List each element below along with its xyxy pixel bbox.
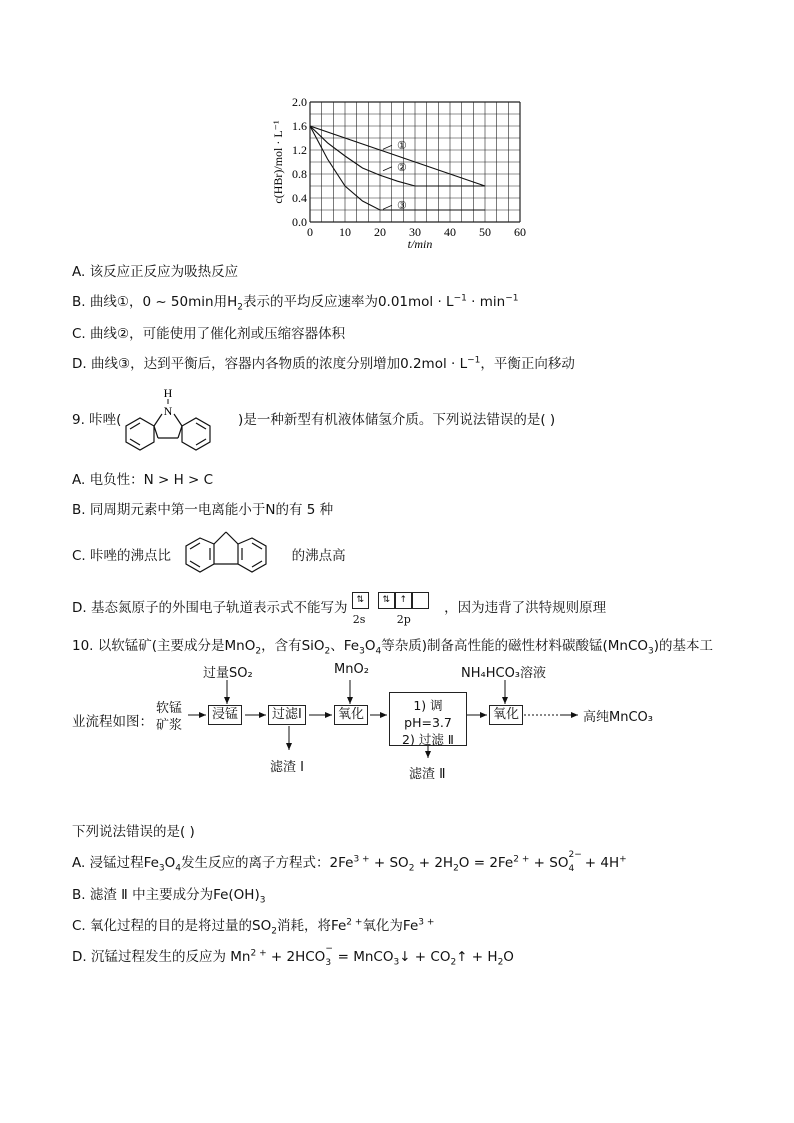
q10-c-p1: 2 + bbox=[346, 917, 363, 928]
q8-b-text2: 表示的平均反应速率为0.01mol · L bbox=[242, 294, 454, 310]
y-tick-label: 2.0 bbox=[292, 95, 307, 109]
q10-d-3: = MnCO bbox=[333, 949, 394, 965]
q10-stem-2: ，含有SiO bbox=[261, 638, 325, 654]
q10-option-c bbox=[72, 916, 434, 936]
x-tick-label: 50 bbox=[479, 225, 491, 239]
series-label-1: ① bbox=[397, 140, 407, 153]
q10-d-p1: 2 + bbox=[250, 948, 267, 959]
q10-stem-sub1: 2 bbox=[255, 646, 262, 657]
q8-b-text1: B. 曲线①，0 ~ 50min用H bbox=[72, 294, 238, 310]
q10-a-sulfate-idx: 2− 4 bbox=[568, 850, 582, 874]
orbital-diagram bbox=[352, 595, 440, 626]
q10-a-p1: 3 + bbox=[353, 854, 370, 865]
q10-a-s1: 3 bbox=[158, 863, 165, 874]
flow-step-ph-filter2 bbox=[389, 692, 467, 746]
hbr-concentration-chart bbox=[260, 92, 530, 252]
flow-feed-top: 软锰 bbox=[156, 701, 183, 716]
q10-c-1: C. 氧化过程的目的是将过量的SO bbox=[72, 918, 272, 934]
q8-d-text1: D. 曲线③，达到平衡后，容器内各物质的浓度分别增加0.2mol · L bbox=[72, 356, 468, 372]
x-tick-label: 20 bbox=[374, 225, 386, 239]
q8-option-c: C. 曲线②，可能使用了催化剂或压缩容器体积 bbox=[72, 326, 346, 342]
carbazole-structure bbox=[118, 384, 228, 452]
flow-step-oxidize1: 氧化 bbox=[334, 705, 368, 725]
q9-c-post: 的沸点高 bbox=[291, 548, 346, 564]
q9-option-b: B. 同周期元素中第一电离能小于N的有 5 种 bbox=[72, 502, 334, 518]
q10-option-b bbox=[72, 885, 265, 905]
q9-stem-pre: 9. 咔唑( bbox=[72, 412, 122, 428]
q10-d-bicarb-idx: − 3 bbox=[325, 944, 333, 968]
series-leader-3 bbox=[383, 205, 392, 209]
q10-d-5: ↑ + H bbox=[456, 949, 498, 965]
q10-a-s3: 2 bbox=[408, 863, 415, 874]
q8-option-a: A. 该反应正反应为吸热反应 bbox=[72, 264, 239, 280]
q10-a-7: + SO bbox=[529, 855, 569, 871]
q10-d-2: + 2HCO bbox=[266, 949, 326, 965]
q9-d-pre: D. 基态氮原子的外围电子轨道表示式不能写为 bbox=[72, 600, 348, 616]
series-leader-2 bbox=[383, 167, 392, 171]
q10-a-5: + 2H bbox=[414, 855, 454, 871]
flow-reagent-mno2: MnO₂ bbox=[334, 662, 369, 677]
q8-b-sup2: −1 bbox=[505, 293, 519, 304]
q10-stem-1: 10. 以软锰矿(主要成分是MnO bbox=[72, 638, 256, 654]
q10-stem-line2: 业流程如图： bbox=[72, 714, 153, 730]
q9-option-a: A. 电负性：N > H > C bbox=[72, 472, 214, 488]
q10-a-p2: 2 + bbox=[513, 854, 530, 865]
y-tick-label: 0.0 bbox=[292, 215, 307, 229]
q10-a-1: A. 浸锰过程Fe bbox=[72, 855, 159, 871]
q8-option-b bbox=[72, 292, 518, 312]
q10-stem-4: O bbox=[364, 638, 376, 654]
q10-a-s4: 2 bbox=[453, 863, 459, 874]
x-tick-label: 30 bbox=[409, 225, 421, 239]
x-tick-label: 0 bbox=[307, 225, 313, 239]
series-curve-1 bbox=[310, 126, 485, 186]
q8-b-text3: · min bbox=[466, 294, 506, 310]
chart-ticks bbox=[292, 95, 526, 239]
q10-a-8: + 4H bbox=[580, 855, 620, 871]
q10-c-p2: 3 + bbox=[418, 917, 435, 928]
q10-d-s3: 2 bbox=[450, 957, 457, 968]
flow-step4-line1: 1) 调pH=3.7 bbox=[404, 698, 452, 730]
q10-stem-3: 、Fe bbox=[330, 638, 360, 654]
q10-option-a bbox=[72, 850, 627, 874]
carbazole-h: H bbox=[163, 386, 173, 400]
orbital-2p-box-3 bbox=[412, 592, 429, 609]
x-axis-label: t/min bbox=[407, 237, 433, 251]
q10-d-1: D. 沉锰过程发生的反应为 Mn bbox=[72, 949, 251, 965]
q10-a-2: O bbox=[164, 855, 176, 871]
flow-step4-line2: 2) 过滤 Ⅱ bbox=[402, 732, 454, 747]
q10-c-3: 氧化为Fe bbox=[362, 918, 419, 934]
q10-d-s2: 3 bbox=[393, 957, 400, 968]
q9-stem-post: )是一种新型有机液体储氢介质。下列说法错误的是( ) bbox=[238, 412, 556, 428]
flow-reagent-nh4hco3: NH₄HCO₃溶液 bbox=[461, 666, 547, 681]
x-tick-label: 60 bbox=[514, 225, 526, 239]
q9-c-pre: C. 咔唑的沸点比 bbox=[72, 548, 172, 564]
q10-stem-sub4: 4 bbox=[375, 646, 382, 657]
flow-step-leach: 浸锰 bbox=[208, 705, 242, 725]
q10-stem-sub2: 2 bbox=[324, 646, 331, 657]
x-tick-label: 40 bbox=[444, 225, 456, 239]
series-label-2: ② bbox=[397, 161, 407, 174]
flow-feed-bottom: 矿浆 bbox=[156, 718, 183, 733]
q10-stem-sub3: 3 bbox=[359, 646, 365, 657]
q8-d-text2: ，平衡正向移动 bbox=[480, 356, 575, 372]
flow-reagent-so2: 过量SO₂ bbox=[203, 666, 253, 681]
q9-option-d bbox=[72, 595, 607, 626]
flow-residue-2: 滤渣 Ⅱ bbox=[409, 767, 446, 782]
fluorene-structure bbox=[176, 528, 288, 584]
x-tick-label: 10 bbox=[339, 225, 351, 239]
q10-stem bbox=[72, 636, 713, 656]
y-axis-label: c(HBr)/mol · L⁻¹ bbox=[271, 120, 285, 204]
q10-d-6: O bbox=[503, 949, 514, 965]
y-tick-label: 0.8 bbox=[292, 167, 307, 181]
orbital-2s-label: 2s bbox=[352, 613, 366, 626]
q10-a-p4: + bbox=[619, 854, 627, 865]
q10-d-s4: 2 bbox=[497, 957, 504, 968]
flow-step-oxidize2: 氧化 bbox=[489, 705, 523, 725]
orbital-2p-box-1: ⇅ bbox=[378, 592, 395, 609]
orbital-2s-box: ⇅ bbox=[352, 592, 369, 609]
q10-b-1: B. 滤渣 Ⅱ 中主要成分为Fe(OH) bbox=[72, 887, 260, 903]
y-tick-label: 1.6 bbox=[292, 119, 307, 133]
q8-option-d bbox=[72, 354, 575, 374]
q10-a-4: + SO bbox=[369, 855, 409, 871]
q9-d-post: ，因为违背了洪特规则原理 bbox=[444, 600, 607, 616]
q10-question: 下列说法错误的是( ) bbox=[72, 824, 195, 840]
y-tick-label: 0.4 bbox=[292, 191, 307, 205]
q10-stem-6: )的基本工 bbox=[653, 638, 714, 654]
orbital-2p-box-2: ↑ bbox=[395, 592, 412, 609]
q8-b-sup1: −1 bbox=[453, 293, 467, 304]
q10-option-d bbox=[72, 944, 514, 968]
flow-step-filter1: 过滤Ⅰ bbox=[268, 705, 306, 725]
carbazole-n: N bbox=[163, 404, 173, 418]
chart-series bbox=[310, 126, 485, 212]
q10-a-3: 发生反应的离子方程式：2Fe bbox=[181, 855, 354, 871]
series-leader-1 bbox=[383, 145, 392, 149]
q10-a-6: O = 2Fe bbox=[458, 855, 514, 871]
q10-d-4: ↓ + CO bbox=[399, 949, 451, 965]
q10-a-s2: 4 bbox=[175, 863, 182, 874]
y-tick-label: 1.2 bbox=[292, 143, 307, 157]
flow-product: 高纯MnCO₃ bbox=[583, 710, 653, 725]
q10-c-s: 2 bbox=[271, 926, 277, 937]
flow-residue-1: 滤渣 Ⅰ bbox=[270, 760, 304, 775]
series-label-3: ③ bbox=[397, 200, 407, 213]
q10-stem-sub5: 3 bbox=[648, 646, 654, 657]
q8-d-sup: −1 bbox=[467, 355, 481, 366]
q10-c-2: 消耗，将Fe bbox=[276, 918, 347, 934]
q10-b-s: 3 bbox=[259, 895, 266, 906]
q8-b-sub: 2 bbox=[237, 302, 243, 313]
orbital-2p-label: 2p bbox=[396, 613, 411, 626]
q10-stem-5: 等杂质)制备高性能的磁性材料碳酸锰(MnCO bbox=[381, 638, 649, 654]
